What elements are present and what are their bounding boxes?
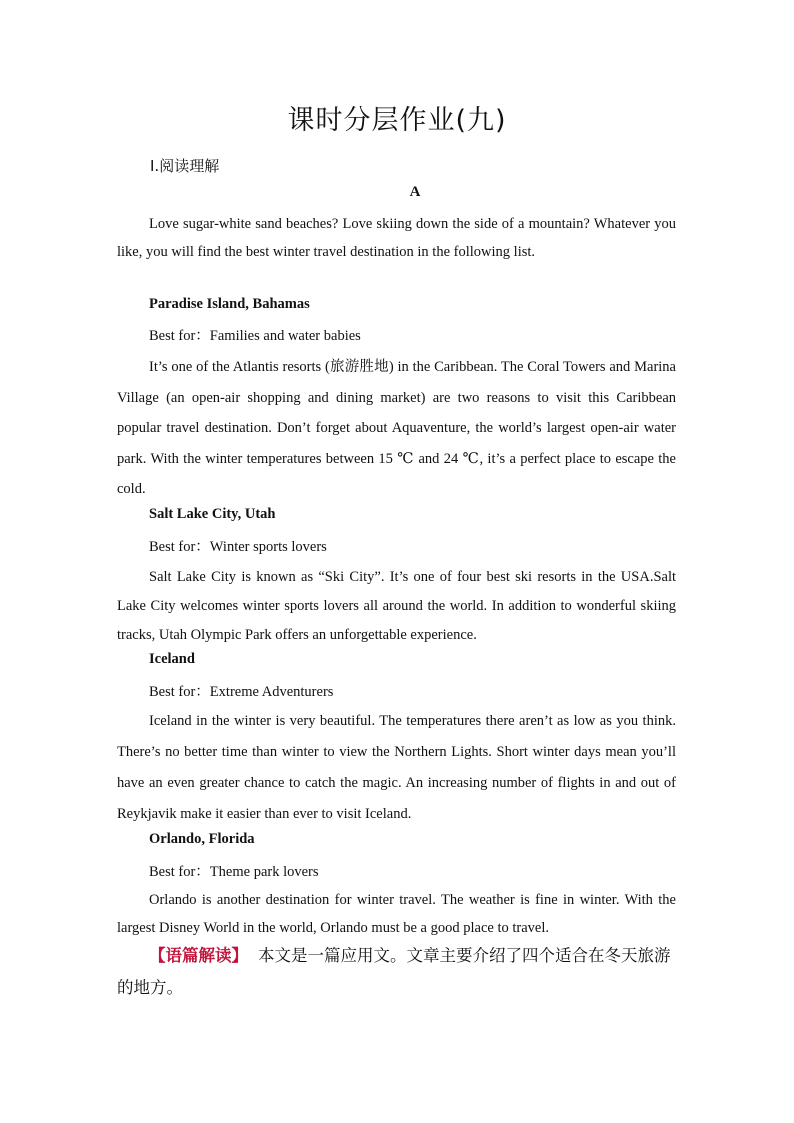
best-for-orlando: Best for：Theme park lovers <box>149 864 319 880</box>
paragraph-bahamas: It’s one of the Atlantis resorts (旅游胜地) in the Caribbean. The Coral Towers and Marina Village (an open-air shopping and dining market) are two reasons to visit this Caribbean popular travel destination. Don’t forget about Aquaventure, the world’s largest open-air water park. With the winter temperatures between 15 ℃ and 24 ℃, it’s a perfect place to escape the cold. <box>117 359 676 497</box>
paragraph-orlando: Orlando is another destination for winter travel. The weather is fine in winter. With the largest Disney World in the world, Orlando must be a good place to travel. <box>117 892 676 936</box>
destination-heading-utah: Salt Lake City, Utah <box>149 506 276 522</box>
destination-heading-iceland: Iceland <box>149 651 195 667</box>
destination-heading-bahamas: Paradise Island, Bahamas <box>149 296 310 312</box>
summary-text: 本文是一篇应用文。文章主要介绍了四个适合在冬天旅游的地方。 <box>117 946 671 997</box>
best-for-iceland: Best for：Extreme Adventurers <box>149 684 334 700</box>
page-title: 课时分层作业(九) <box>287 105 507 136</box>
summary-paragraph <box>117 940 679 1004</box>
section-label: Ⅰ.阅读理解 <box>150 157 220 175</box>
destination-heading-orlando: Orlando, Florida <box>149 831 255 847</box>
passage-letter: A <box>409 184 421 200</box>
paragraph-iceland: Iceland in the winter is very beautiful. The temperatures there aren’t as low as you think. There’s no better time than winter to view the Northern Lights. Short winter days mean you’ll have an even greater chance to catch the magic. An increasing number of flights in and out of Reykjavik make it easier than ever to visit Iceland. <box>117 713 676 822</box>
summary-tag: 【语篇解读】 <box>149 946 248 965</box>
intro-paragraph: Love sugar-white sand beaches? Love skiing down the side of a mountain? Whatever you like, you will find the best winter travel destination in the following list. <box>117 216 676 260</box>
best-for-bahamas: Best for：Families and water babies <box>149 328 361 344</box>
paragraph-utah: Salt Lake City is known as “Ski City”. It’s one of four best ski resorts in the USA.Salt Lake City welcomes winter sports lovers all around the world. In addition to wonderful skiing tracks, Utah Olympic Park offers an unforgettable experience. <box>117 569 676 643</box>
best-for-utah: Best for：Winter sports lovers <box>149 539 327 555</box>
